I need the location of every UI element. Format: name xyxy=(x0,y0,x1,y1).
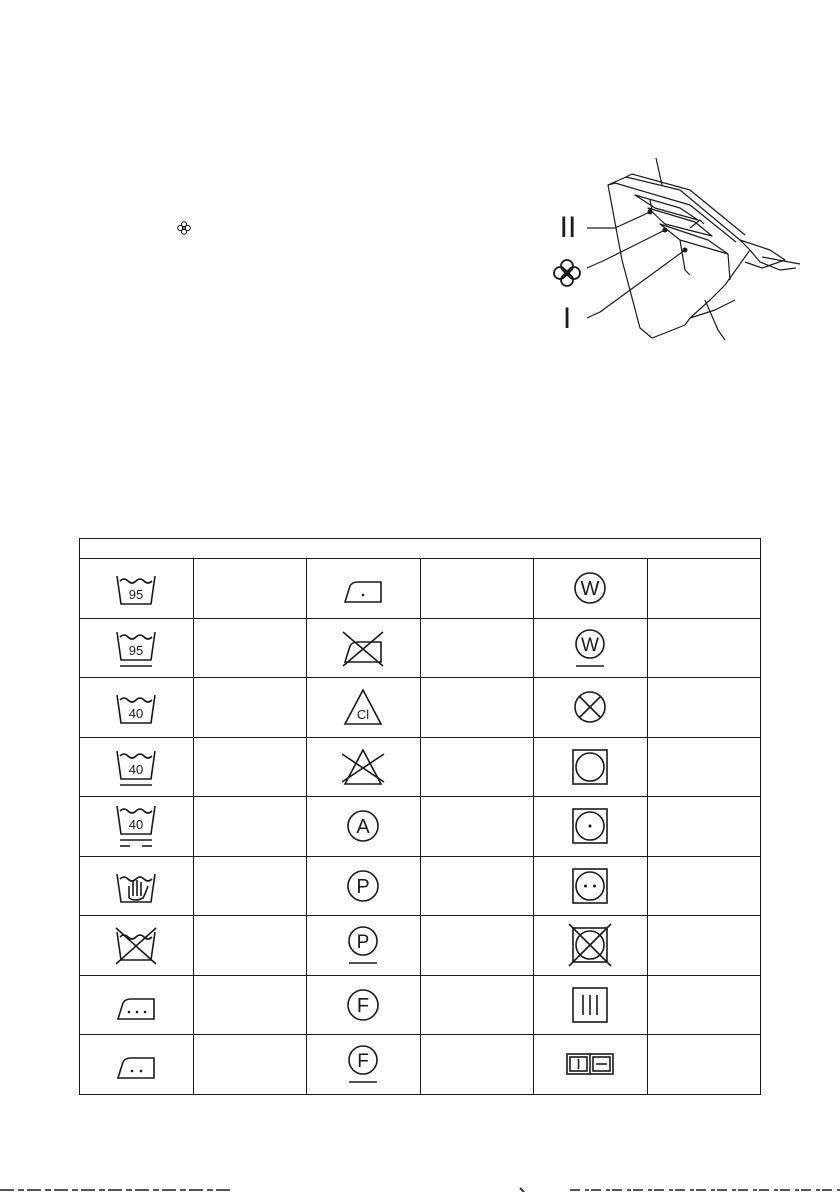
symbol-description xyxy=(420,916,534,976)
symbol-description xyxy=(420,856,534,916)
svg-text:P: P xyxy=(356,932,370,954)
svg-text:W: W xyxy=(580,578,600,601)
table-row xyxy=(80,559,761,619)
dry-clean-f-icon xyxy=(342,985,384,1025)
symbol-description xyxy=(647,916,761,976)
symbol-description xyxy=(420,1035,534,1095)
wash-40-mild-icon xyxy=(115,745,157,789)
wet-clean-mild-icon xyxy=(569,626,611,670)
tumble-dry-low-icon xyxy=(569,805,611,847)
chlorine-bleach-icon xyxy=(342,686,384,728)
table-row xyxy=(80,975,761,1035)
table-row xyxy=(80,916,761,976)
symbol-description xyxy=(647,1035,761,1095)
compartment-ii-label: II xyxy=(559,211,577,244)
drip-dry-icon xyxy=(569,984,611,1026)
wash-40-very-mild-icon xyxy=(115,802,157,850)
symbol-description xyxy=(193,856,307,916)
svg-text:F: F xyxy=(357,1051,370,1073)
tumble-dry-icon xyxy=(569,746,611,788)
symbol-description xyxy=(647,559,761,619)
svg-text:A: A xyxy=(356,816,370,839)
tumble-dry-normal-icon xyxy=(569,865,611,907)
symbol-description xyxy=(647,737,761,797)
dry-clean-p-icon xyxy=(342,866,384,906)
dry-clean-p-mild-icon xyxy=(342,923,384,967)
symbol-description xyxy=(647,856,761,916)
table-row xyxy=(80,1035,761,1095)
do-not-tumble-dry-icon xyxy=(567,922,613,968)
hand-wash-icon xyxy=(115,866,157,906)
symbol-description xyxy=(420,797,534,857)
svg-text:95: 95 xyxy=(129,587,144,603)
svg-text:F: F xyxy=(357,994,370,1017)
do-not-iron-icon xyxy=(341,628,385,668)
svg-text:95: 95 xyxy=(129,642,144,658)
dry-flat-icon xyxy=(565,1049,615,1079)
symbol-description xyxy=(647,618,761,678)
symbol-description xyxy=(647,678,761,738)
symbol-description xyxy=(647,797,761,857)
page-bottom-edge xyxy=(0,1186,840,1192)
svg-text:40: 40 xyxy=(129,761,144,777)
wet-clean-icon xyxy=(569,568,611,608)
symbol-description xyxy=(420,737,534,797)
do-not-dry-clean-icon xyxy=(569,687,611,727)
svg-text:40: 40 xyxy=(129,706,144,722)
table-row xyxy=(80,737,761,797)
svg-text:P: P xyxy=(356,875,370,898)
symbol-description xyxy=(193,975,307,1035)
symbol-description xyxy=(193,916,307,976)
symbol-description xyxy=(193,618,307,678)
iron-low-icon xyxy=(342,568,384,608)
wash-40-icon xyxy=(115,687,157,727)
dry-clean-f-mild-icon xyxy=(342,1042,384,1086)
table-header xyxy=(80,539,761,559)
symbol-description xyxy=(193,737,307,797)
symbol-description xyxy=(193,559,307,619)
symbol-description xyxy=(193,678,307,738)
symbol-description xyxy=(647,975,761,1035)
do-not-bleach-icon xyxy=(340,746,386,788)
compartment-i-label: I xyxy=(562,302,572,335)
symbol-description xyxy=(420,618,534,678)
do-not-wash-icon xyxy=(114,924,158,966)
symbol-description xyxy=(420,975,534,1035)
wash-95-icon xyxy=(115,568,157,608)
wash-95-mild-icon xyxy=(115,626,157,670)
symbol-description xyxy=(420,559,534,619)
svg-text:40: 40 xyxy=(129,817,144,833)
table-row xyxy=(80,797,761,857)
symbol-description xyxy=(193,1035,307,1095)
table-row xyxy=(80,856,761,916)
compartment-softener-icon xyxy=(554,260,580,286)
dry-clean-a-icon xyxy=(342,806,384,846)
svg-text:W: W xyxy=(581,634,600,656)
table-row xyxy=(80,618,761,678)
symbol-description xyxy=(420,678,534,738)
table-row xyxy=(80,678,761,738)
svg-text:Cl: Cl xyxy=(357,707,370,723)
iron-high-icon xyxy=(115,985,157,1025)
flower-softener-icon xyxy=(176,220,192,236)
care-symbols-table xyxy=(79,538,761,1095)
iron-medium-icon xyxy=(115,1044,157,1084)
detergent-dispenser-diagram xyxy=(540,150,840,340)
symbol-description xyxy=(193,797,307,857)
